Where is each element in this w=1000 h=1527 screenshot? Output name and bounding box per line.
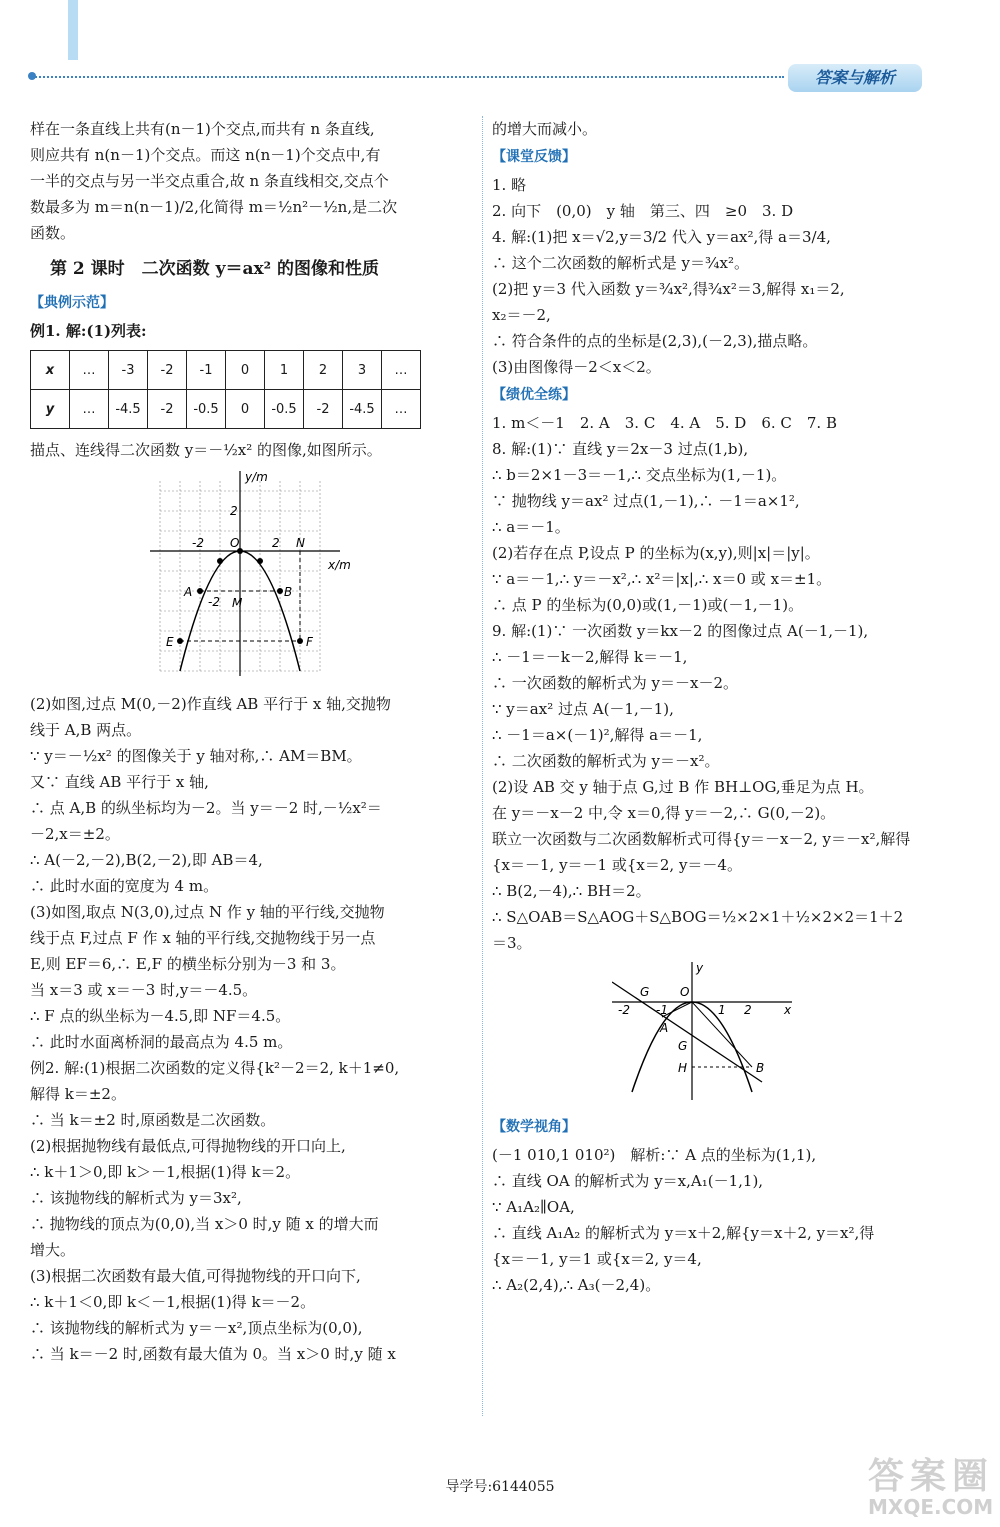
practice-answers: [492, 410, 932, 956]
text-line: ∴ S△OAB＝S△AOG＋S△BOG＝½×2×1＋½×2×2＝1＋2: [492, 908, 904, 926]
table-cell: …: [70, 351, 109, 390]
fig2-label: G: [640, 985, 650, 999]
example1-heading: 例1. 解:(1)列表:: [30, 322, 147, 340]
text-line: ∴ 该抛物线的解析式为 y＝3x²,: [30, 1189, 242, 1207]
watermark-text: 答案圈: [868, 1456, 995, 1497]
text-line: ∴ 直线 OA 的解析式为 y＝x,A₁(－1,1),: [492, 1172, 764, 1190]
fig1-point: O: [230, 536, 240, 550]
math-view-answers: [492, 1142, 932, 1298]
text-line: 又∵ 直线 AB 平行于 x 轴,: [30, 773, 209, 791]
text-line: ∴ 点 P 的坐标为(0,0)或(1,－1)或(－1,－1)。: [492, 596, 804, 614]
fig1-point: M: [232, 596, 243, 610]
text-line: 样在一条直线上共有(n－1)个交点,而共有 n 条直线,: [30, 120, 375, 138]
table-row-x: [31, 351, 421, 390]
fig1-tick: 2: [272, 536, 280, 550]
fig1-tick: 2: [230, 504, 238, 518]
table-cell: -2: [148, 351, 187, 390]
section-math-view: 【数学视角】: [492, 1119, 576, 1135]
text-line: ∴ 该抛物线的解析式为 y＝－x²,顶点坐标为(0,0),: [30, 1319, 363, 1337]
watermark: [868, 1448, 994, 1519]
text-line: ∴ 一次函数的解析式为 y＝－x－2。: [492, 674, 739, 692]
text-line: ∴ 此时水面离桥洞的最高点为 4.5 m。: [30, 1033, 293, 1051]
fig1-xlabel: x/m: [328, 558, 350, 572]
table-cell: 3: [343, 351, 382, 390]
text-line: 联立一次函数与二次函数解析式可得{y＝－x－2, y＝－x²,解得: [492, 830, 911, 848]
table-cell: -1: [187, 351, 226, 390]
left-column: [30, 116, 470, 1367]
value-table: [30, 350, 421, 429]
text-line: ∴ 抛物线的顶点为(0,0),当 x＞0 时,y 随 x 的增大而: [30, 1215, 379, 1233]
text-line: 8. 解:(1)∵ 直线 y＝2x－3 过点(1,b),: [492, 440, 749, 458]
fig2-label: 1: [718, 1003, 726, 1017]
continued-text: [492, 116, 932, 142]
text-line: 线于点 F,过点 F 作 x 轴的平行线,交抛物线于另一点: [30, 929, 376, 947]
fig1-tick: -2: [192, 536, 204, 550]
text-line: ∴ －1＝a×(－1)²,解得 a＝－1,: [492, 726, 703, 744]
fig1-point: N: [296, 536, 305, 550]
text-line: ∴ k＋1＜0,即 k＜－1,根据(1)得 k＝－2。: [30, 1293, 316, 1311]
text-line: ∵ A₁A₂∥OA,: [492, 1198, 575, 1216]
table-cell: -3: [109, 351, 148, 390]
fig2-label: H: [678, 1061, 688, 1075]
fig2-label: y: [696, 962, 704, 975]
text-line: (2)如图,过点 M(0,－2)作直线 AB 平行于 x 轴,交抛物: [30, 695, 391, 713]
table-cell: -4.5: [343, 390, 382, 429]
table-cell: …: [70, 390, 109, 429]
text-line: (－1 010,1 010²) 解析:∵ A 点的坐标为(1,1),: [492, 1146, 817, 1164]
text-line: ∴ 直线 A₁A₂ 的解析式为 y＝x＋2,解{y＝x＋2, y＝x²,得: [492, 1224, 875, 1242]
text-line: ∴ 这个二次函数的解析式是 y＝¾x²。: [492, 254, 750, 272]
right-column: [492, 116, 932, 1298]
text-line: ∴ B(2,－4),∴ BH＝2。: [492, 882, 651, 900]
line-parabola-figure: [612, 962, 802, 1102]
fig2-label: x: [784, 1003, 792, 1017]
fig2-label: B: [756, 1061, 765, 1075]
text-line: ∵ y＝ax² 过点 A(－1,－1),: [492, 700, 674, 718]
example1-after: 描点、连线得二次函数 y＝－½x² 的图像,如图所示。: [30, 441, 382, 459]
text-line: ∴ a＝－1。: [492, 518, 570, 536]
example1-solution: [30, 691, 470, 1055]
class-feedback-answers: [492, 172, 932, 380]
text-line: E,则 EF＝6,∴ E,F 的横坐标分别为－3 和 3。: [30, 955, 346, 973]
table-cell: -0.5: [187, 390, 226, 429]
text-line: (3)根据二次函数有最大值,可得抛物线的开口向下,: [30, 1267, 361, 1285]
text-line: 则应共有 n(n－1)个交点。而这 n(n－1)个交点中,有: [30, 146, 381, 164]
fig1-point: F: [306, 635, 313, 649]
text-line: 一半的交点与另一半交点重合,故 n 条直线相交,交点个: [30, 172, 389, 190]
header-rule: [32, 76, 784, 78]
table-cell: y: [31, 390, 70, 429]
text-line: ∴ b＝2×1－3＝－1,∴ 交点坐标为(1,－1)。: [492, 466, 787, 484]
text-line: 在 y＝－x－2 中,令 x＝0,得 y＝－2,∴ G(0,－2)。: [492, 804, 836, 822]
fig1-point: B: [284, 585, 293, 599]
table-cell: 2: [304, 351, 343, 390]
example2-solution: [30, 1055, 470, 1367]
watermark-url: MXQE.COM: [868, 1495, 994, 1519]
table-cell: …: [382, 351, 421, 390]
text-line: ∴ A(－2,－2),B(2,－2),即 AB＝4,: [30, 851, 263, 869]
text-line: 线于 A,B 两点。: [30, 721, 142, 739]
text-line: 2. 向下 (0,0) y 轴 第三、四 ≥0 3. D: [492, 202, 794, 220]
table-cell: x: [31, 351, 70, 390]
text-line: ∴ A₂(2,4),∴ A₃(－2,4)。: [492, 1276, 661, 1294]
table-cell: 0: [226, 351, 265, 390]
text-line: ∴ 符合条件的点的坐标是(2,3),(－2,3),描点略。: [492, 332, 818, 350]
text-line: ∴ F 点的纵坐标为－4.5,即 NF＝4.5。: [30, 1007, 291, 1025]
text-line: (2)设 AB 交 y 轴于点 G,过 B 作 BH⊥OG,垂足为点 H。: [492, 778, 874, 796]
text-line: 函数。: [30, 224, 76, 242]
table-cell: …: [382, 390, 421, 429]
table-cell: 1: [265, 351, 304, 390]
text-line: x₂＝－2,: [492, 306, 551, 324]
text-line: 1. 略: [492, 176, 527, 194]
text-line: ∴ 此时水面的宽度为 4 m。: [30, 877, 219, 895]
text-line: (3)如图,取点 N(3,0),过点 N 作 y 轴的平行线,交抛物: [30, 903, 385, 921]
table-row-y: [31, 390, 421, 429]
parabola-figure: [150, 471, 350, 681]
table-cell: -2: [304, 390, 343, 429]
fig2-label: -2: [618, 1003, 630, 1017]
text-line: {x＝－1, y＝－1 或{x＝2, y＝－4。: [492, 856, 742, 874]
fig2-label: O: [680, 985, 690, 999]
text-line: (2)若存在点 P,设点 P 的坐标为(x,y),则|x|＝|y|。: [492, 544, 820, 562]
text-line: (2)根据抛物线有最低点,可得抛物线的开口向上,: [30, 1137, 346, 1155]
text-line: (3)由图像得－2＜x＜2。: [492, 358, 661, 376]
fig2-label: A: [660, 1021, 669, 1035]
column-divider: [482, 116, 483, 1416]
text-line: 当 x＝3 或 x＝－3 时,y＝－4.5。: [30, 981, 258, 999]
table-cell: -2: [148, 390, 187, 429]
guide-number: 导学号:6144055: [445, 1479, 555, 1495]
fig1-ylabel: y/m: [245, 471, 268, 484]
text-line: 9. 解:(1)∵ 一次函数 y＝kx－2 的图像过点 A(－1,－1),: [492, 622, 869, 640]
section-example: 【典例示范】: [30, 295, 114, 311]
fig1-tick: -2: [208, 595, 220, 609]
text-line: ＝3。: [492, 934, 532, 952]
text-line: ∵ a＝－1,∴ y＝－x²,∴ x²＝|x|,∴ x＝0 或 x＝±1。: [492, 570, 832, 588]
text-line: ∵ y＝－½x² 的图像关于 y 轴对称,∴ AM＝BM。: [30, 747, 362, 765]
text-line: ∴ 点 A,B 的纵坐标均为－2。当 y＝－2 时,－½x²＝: [30, 799, 382, 817]
text-line: ∴ 当 k＝±2 时,原函数是二次函数。: [30, 1111, 276, 1129]
text-line: ∵ 抛物线 y＝ax² 过点(1,－1),∴ －1＝a×1²,: [492, 492, 800, 510]
text-line: (2)把 y＝3 代入函数 y＝¾x²,得¾x²＝3,解得 x₁＝2,: [492, 280, 845, 298]
text-line: 4. 解:(1)把 x＝√2,y＝3/2 代入 y＝ax²,得 a＝3/4,: [492, 228, 831, 246]
text-line: ∴ 当 k＝－2 时,函数有最大值为 0。当 x＞0 时,y 随 x: [30, 1345, 396, 1363]
text-line: 解得 k＝±2。: [30, 1085, 126, 1103]
top-decoration: [68, 0, 78, 60]
fig2-label: G: [678, 1039, 688, 1053]
text-line: 例2. 解:(1)根据二次函数的定义得{k²－2＝2, k＋1≠0,: [30, 1059, 400, 1077]
lesson-title: 第 2 课时 二次函数 y＝ax² 的图像和性质: [50, 259, 379, 279]
fig2-label: 2: [744, 1003, 752, 1017]
text-line: 数最多为 m＝n(n－1)/2,化简得 m＝½n²－½n,是二次: [30, 198, 398, 216]
section-tag: 答案与解析: [788, 64, 922, 92]
fig1-point: A: [184, 585, 193, 599]
table-cell: -4.5: [109, 390, 148, 429]
section-practice: 【绩优全练】: [492, 387, 576, 403]
text-line: ∴ 二次函数的解析式为 y＝－x²。: [492, 752, 720, 770]
section-class-feedback: 【课堂反馈】: [492, 149, 576, 165]
table-cell: -0.5: [265, 390, 304, 429]
text-line: 1. m＜－1 2. A 3. C 4. A 5. D 6. C 7. B: [492, 414, 837, 432]
table-cell: 0: [226, 390, 265, 429]
text-line: 的增大而减小。: [492, 120, 598, 138]
text-line: 增大。: [30, 1241, 76, 1259]
fig2-label: -1: [656, 1003, 668, 1017]
text-line: ∴ k＋1＞0,即 k＞－1,根据(1)得 k＝2。: [30, 1163, 301, 1181]
fig1-point: E: [166, 635, 174, 649]
intro-paragraph: [30, 116, 470, 246]
text-line: ∴ －1＝－k－2,解得 k＝－1,: [492, 648, 688, 666]
text-line: －2,x＝±2。: [30, 825, 120, 843]
text-line: {x＝－1, y＝1 或{x＝2, y＝4,: [492, 1250, 702, 1268]
